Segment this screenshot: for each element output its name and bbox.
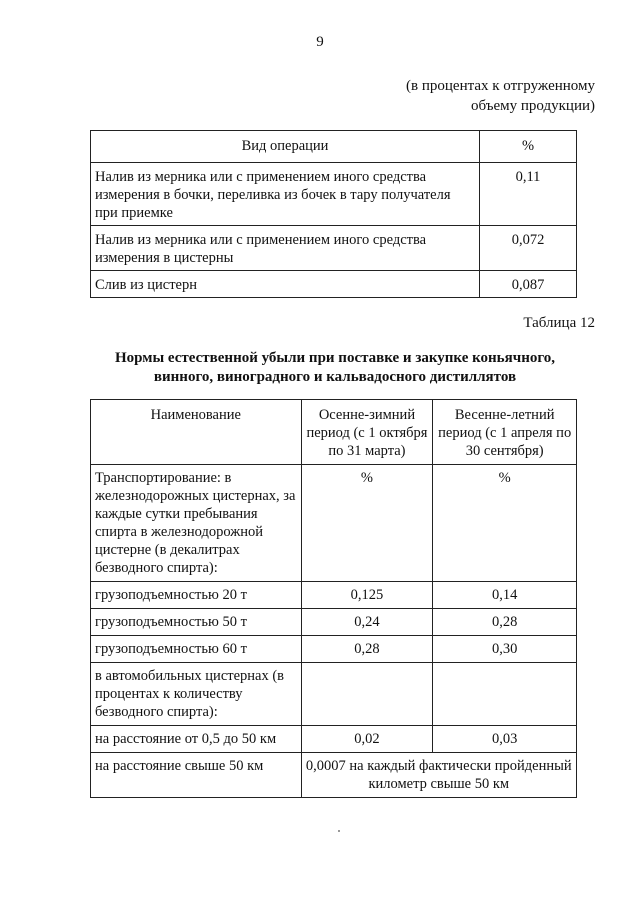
row-name: грузоподъемностью 20 т [91, 582, 302, 609]
page-number: 9 [316, 34, 324, 50]
header-operation: Вид операции [91, 131, 480, 163]
table-row [91, 753, 577, 798]
row-name: Транспортирование: в железнодорожных цистернах, за каждые сутки пребывания спирта в железнодорожной цистерне (в декалитрах безводного спирта): [91, 465, 302, 582]
header-name: Наименование [91, 400, 302, 465]
row-value-autumn-winter: % [301, 465, 433, 582]
table-header-row [91, 131, 577, 163]
row-value-autumn-winter: 0,125 [301, 582, 433, 609]
header-autumn-winter: Осенне-зимний период (с 1 октября по 31 марта) [301, 400, 433, 465]
table-row [91, 163, 577, 226]
table-row [91, 226, 577, 271]
table-title: Нормы естественной убыли при поставке и закупке коньячного, винного, виноградного и кальвадосного дистиллятов [114, 350, 556, 385]
operation-value: 0,11 [480, 163, 577, 226]
operations-loss-table [90, 130, 577, 298]
table-row [91, 663, 577, 726]
row-value-spring-summer [433, 663, 577, 726]
row-value-spring-summer: 0,03 [433, 726, 577, 753]
row-name: грузоподъемностью 50 т [91, 609, 302, 636]
table-row [91, 271, 577, 298]
row-value-autumn-winter: 0,28 [301, 636, 433, 663]
row-name: на расстояние от 0,5 до 50 км [91, 726, 302, 753]
table-row [91, 465, 577, 582]
operation-name: Слив из цистерн [91, 271, 480, 298]
row-value-spring-summer: 0,14 [433, 582, 577, 609]
operation-value: 0,087 [480, 271, 577, 298]
table-header-row [91, 400, 577, 465]
row-name: на расстояние свыше 50 км [91, 753, 302, 798]
table-row [91, 636, 577, 663]
units-note-line1: (в процентах к отгруженному [406, 78, 595, 94]
units-note [406, 76, 595, 116]
header-percent: % [480, 131, 577, 163]
table-row [91, 582, 577, 609]
scan-speck [338, 830, 340, 832]
row-value-spring-summer: % [433, 465, 577, 582]
operation-name: Налив из мерника или с применением иного средства измерения в бочки, переливка из бочек в тару получателя при приемке [91, 163, 480, 226]
row-value-autumn-winter: 0,02 [301, 726, 433, 753]
row-value-merged: 0,0007 на каждый фактически пройденный километр свыше 50 км [301, 753, 576, 798]
table-row [91, 609, 577, 636]
row-value-autumn-winter: 0,24 [301, 609, 433, 636]
row-value-spring-summer: 0,30 [433, 636, 577, 663]
row-value-autumn-winter [301, 663, 433, 726]
distillate-loss-table [90, 399, 577, 798]
row-name: в автомобильных цистернах (в процентах к количеству безводного спирта): [91, 663, 302, 726]
row-value-spring-summer: 0,28 [433, 609, 577, 636]
units-note-line2: объему продукции) [470, 98, 595, 114]
operation-value: 0,072 [480, 226, 577, 271]
row-name: грузоподъемностью 60 т [91, 636, 302, 663]
operation-name: Налив из мерника или с применением иного средства измерения в цистерны [91, 226, 480, 271]
table-label: Таблица 12 [523, 315, 595, 331]
header-spring-summer: Весенне-летний период (с 1 апреля по 30 сентября) [433, 400, 577, 465]
table-row [91, 726, 577, 753]
